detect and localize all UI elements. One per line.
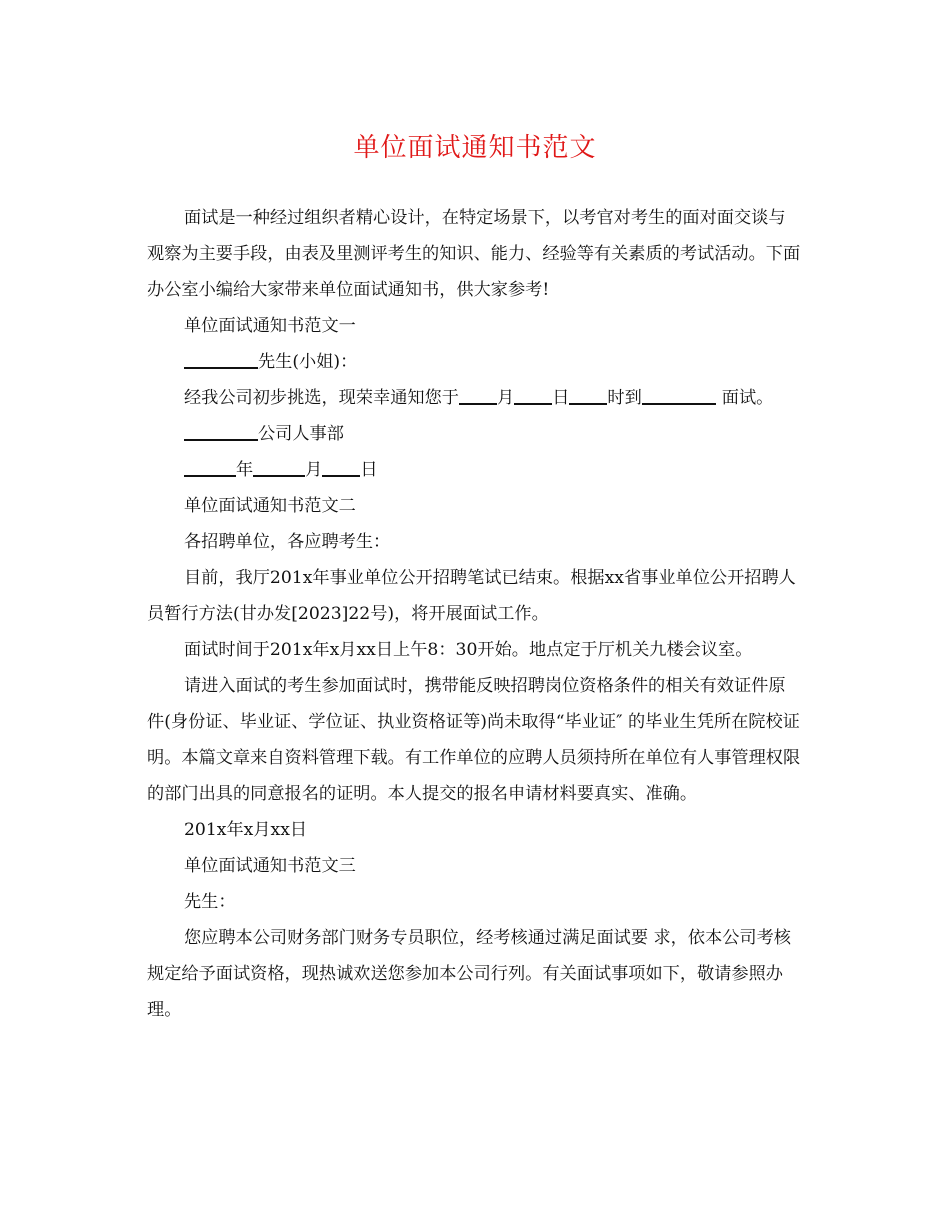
sample1-heading: 单位面试通知书范文一 <box>183 316 356 336</box>
intro-paragraph: 面试是一种经过组织者精心设计，在特定场景下，以考官对考生的面对面交谈与观察为主要手段，由表及里测评考生的知识、能力、经验等有关素质的考试活动。下面办公室小编给大家带来单位面试通知书，供大家参考! <box>147 208 801 300</box>
dept-text: 公司人事部 <box>257 424 344 444</box>
day2-blank <box>322 459 360 477</box>
sample2-paragraph-1: 目前，我厅201x年事业单位公开招聘笔试已结束。根据xx省事业单位公开招聘人员暂行方法(甘办发[2023]22号)，将开展面试工作。 <box>147 568 796 624</box>
sample1-dept-line <box>147 416 802 452</box>
month-blank <box>459 387 497 405</box>
sample3-paragraph-1: 您应聘本公司财务部门财务专员职位，经考核通过满足面试要 求，依本公司考核规定给予面试资格，现热诚欢送您参加本公司行列。有关面试事项如下，敬请参照办理。 <box>147 928 791 1020</box>
month-text: 月 <box>496 388 515 408</box>
day2-text: 日 <box>360 460 378 480</box>
sample1-date-line <box>147 452 802 488</box>
name-blank <box>184 351 258 369</box>
sample2-heading: 单位面试通知书范文二 <box>183 496 356 516</box>
hour-text: 时到 <box>607 388 642 408</box>
sample1-salutation: 先生(小姐)： <box>257 352 358 372</box>
notice-text: 经我公司初步挑选，现荣幸通知您于 <box>183 388 459 408</box>
sample2-paragraph-3: 请进入面试的考生参加面试时，携带能反映招聘岗位资格条件的相关有效证件原件(身份证、毕业证、学位证、执业资格证等)尚未取得“毕业证″ 的毕业生凭所在院校证明。本篇文章来自资料管理下载。有工作单位的应聘人员须持所在单位有人事管理权限的部门出具的同意报名的证明。本人提交的报名申请材料要真实、准确。 <box>147 676 801 804</box>
year-text: 年 <box>235 460 254 480</box>
company-blank <box>184 423 258 441</box>
sample3-heading: 单位面试通知书范文三 <box>183 856 356 876</box>
document-title: 单位面试通知书范文 <box>353 133 597 163</box>
sample1-salutation-line <box>147 344 802 380</box>
sample3-salutation: 先生： <box>183 892 236 912</box>
hour-blank <box>569 387 607 405</box>
sample2-date: 201x年x月xx日 <box>183 820 308 840</box>
document-body <box>147 200 802 1028</box>
sample2-salutation: 各招聘单位，各应聘考生： <box>183 532 391 552</box>
day-blank <box>514 387 552 405</box>
year-blank <box>184 459 236 477</box>
sample2-paragraph-2: 面试时间于201x年x月xx日上午8：30开始。地点定于厅机关九楼会议室。 <box>183 640 753 660</box>
day-text: 日 <box>552 388 570 408</box>
sample1-notice-line <box>147 380 802 416</box>
month2-text: 月 <box>305 460 323 480</box>
month2-blank <box>253 459 305 477</box>
place-blank <box>642 387 716 405</box>
interview-text: 面试。 <box>721 388 774 408</box>
